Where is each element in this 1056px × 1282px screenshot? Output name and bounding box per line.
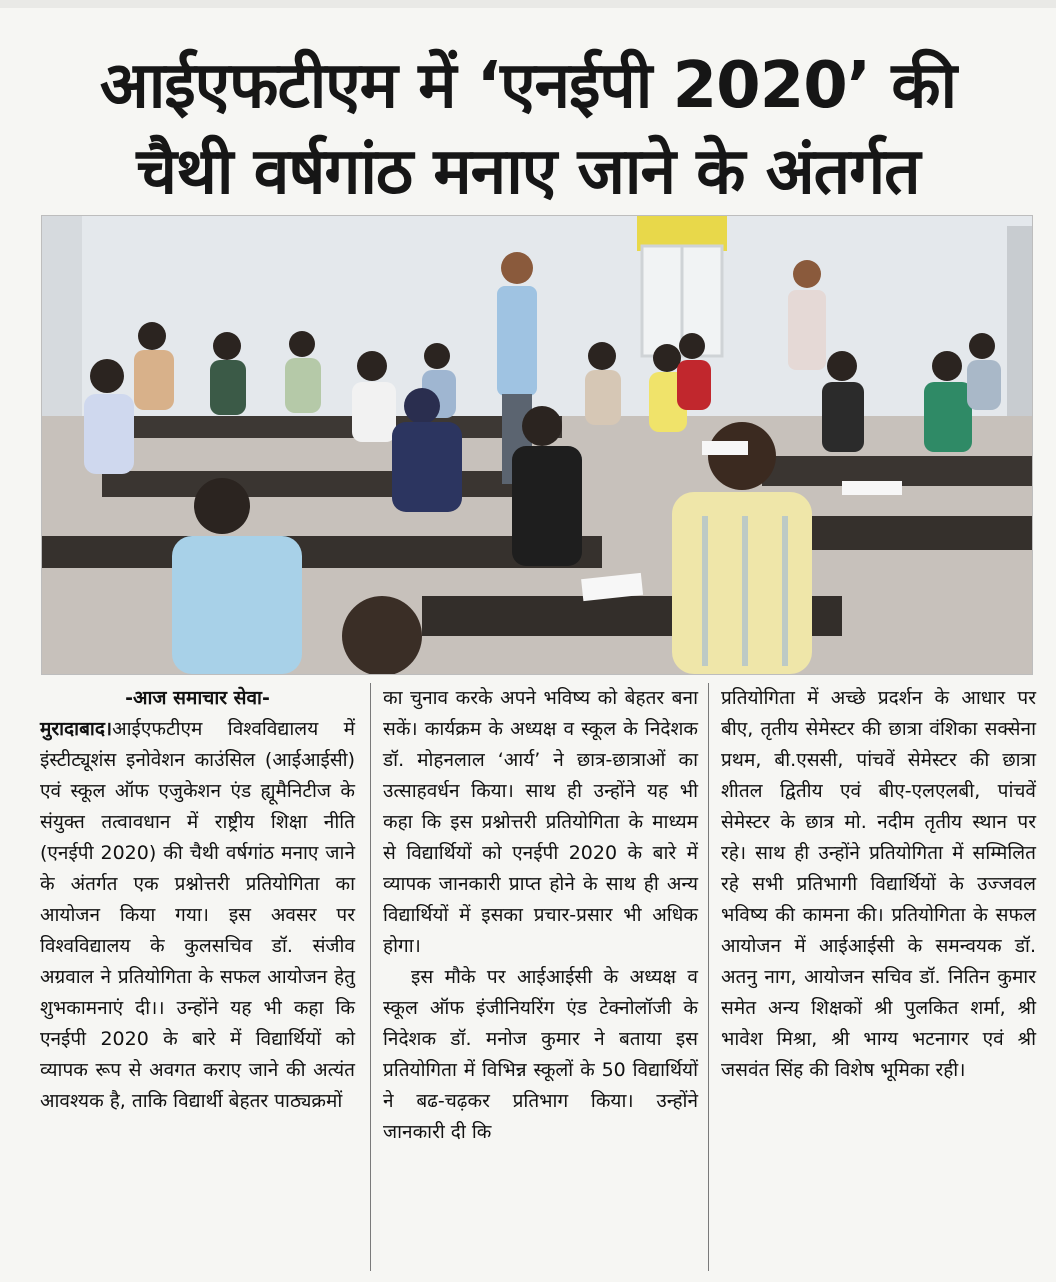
column-divider-2 <box>708 683 709 1271</box>
article-paragraph: का चुनाव करके अपने भविष्य को बेहतर बना सकें। कार्यक्रम के अध्यक्ष व स्कूल के निदेशक डॉ. मोहनलाल ‘आर्य’ ने छात्र-छात्राओं का उत्साहवर्धन किया। साथ ही उन्होंने यह भी कहा कि इस प्रश्नोत्तरी प्रतियोगिता के माध्यम से विद्यार्थियों को एनईपी 2020 के बारे में व्यापक जानकारी प्राप्त होने के साथ ही अन्य विद्यार्थियों में इसका प्रचार-प्रसार भी अधिक होगा। <box>383 687 698 957</box>
headline-line-2: चैथी वर्षगांठ मनाए जाने के अंतर्गत <box>136 135 920 210</box>
previous-page-edge <box>0 0 1056 8</box>
desk-right-2 <box>802 516 1032 550</box>
article-paragraph: इस मौके पर आईआईसी के अध्यक्ष व स्कूल ऑफ इंजीनियरिंग एंड टेक्नोलॉजी के निदेशक डॉ. मनोज कुमार ने बताया इस प्रतियोगिता में विभिन्न स्कूलों के 50 विद्यार्थियों ने बढ-चढ़कर प्रतिभाग किया। उन्होंने जानकारी दी कि <box>383 966 698 1143</box>
desk-row-1 <box>132 416 562 438</box>
article-column-2 <box>383 683 698 1148</box>
teacher-standing-right <box>788 260 826 370</box>
byline: -आज समाचार सेवा- <box>125 687 270 709</box>
right-door <box>1007 226 1032 426</box>
article-paragraph: प्रतियोगिता में अच्छे प्रदर्शन के आधार पर बीए, तृतीय सेमेस्टर की छात्रा वंशिका सक्सेना प्रथम, बी.एससी, पांचवें सेमेस्टर की छात्रा शीतल द्वितीय एवं बीए-एलएलबी, पांचवें सेमेस्टर के छात्र मो. नदीम तृतीय स्थान पर रहे। साथ ही उन्होंने प्रतियोगिता में सम्मिलित रहे सभी प्रतिभागी विद्यार्थियों के उज्जवल भविष्य की कामना की। प्रतियोगिता के सफल आयोजन में आईआईसी के समन्वयक डॉ. अतनु नाग, आयोजन सचिव डॉ. नितिन कुमार समेत अन्य शिक्षकों श्री पुलकित शर्मा, श्री भावेश मिश्रा, श्री भाग्य भटनागर एवं श्री जसवंत सिंह की विशेष भूमिका रही। <box>721 687 1036 1081</box>
classroom-illustration <box>42 216 1032 674</box>
article-text: आईएफटीएम विश्वविद्यालय में इंस्टीट्यूशंस इनोवेशन काउंसिल (आईआईसी) एवं स्कूल ऑफ एजुकेशन एंड ह्यूमैनिटीज के संयुक्त तत्वावधान में राष्ट्रीय शिक्षा नीति (एनईपी 2020) की चैथी वर्षगांठ मनाए जाने के अंतर्गत एक प्रश्नोत्तरी प्रतियोगिता का आयोजन किया गया। इस अवसर पर विश्वविद्यालय के कुलसचिव डॉ. संजीव अग्रवाल ने प्रतियोगिता के सफल आयोजन हेतु शुभकामनाएं दी।। उन्होंने यह भी कहा कि एनईपी 2020 के बारे में विद्यार्थियों को व्यापक रूप से अवगत कराए जाने की अत्यंत आवश्यक है, ताकि विद्यार्थी बेहतर पाठ्यक्रमों <box>40 718 355 1112</box>
column-divider-1 <box>370 683 371 1271</box>
article-column-3 <box>721 683 1036 1086</box>
article-column-1 <box>40 683 355 1117</box>
dateline: मुरादाबाद। <box>40 718 113 740</box>
headline <box>20 43 1036 215</box>
news-photo-exam-hall <box>41 215 1033 675</box>
headline-line-1: आईएफटीएम में ‘एनईपी 2020’ की <box>99 49 957 124</box>
article-paragraph <box>40 714 355 1117</box>
